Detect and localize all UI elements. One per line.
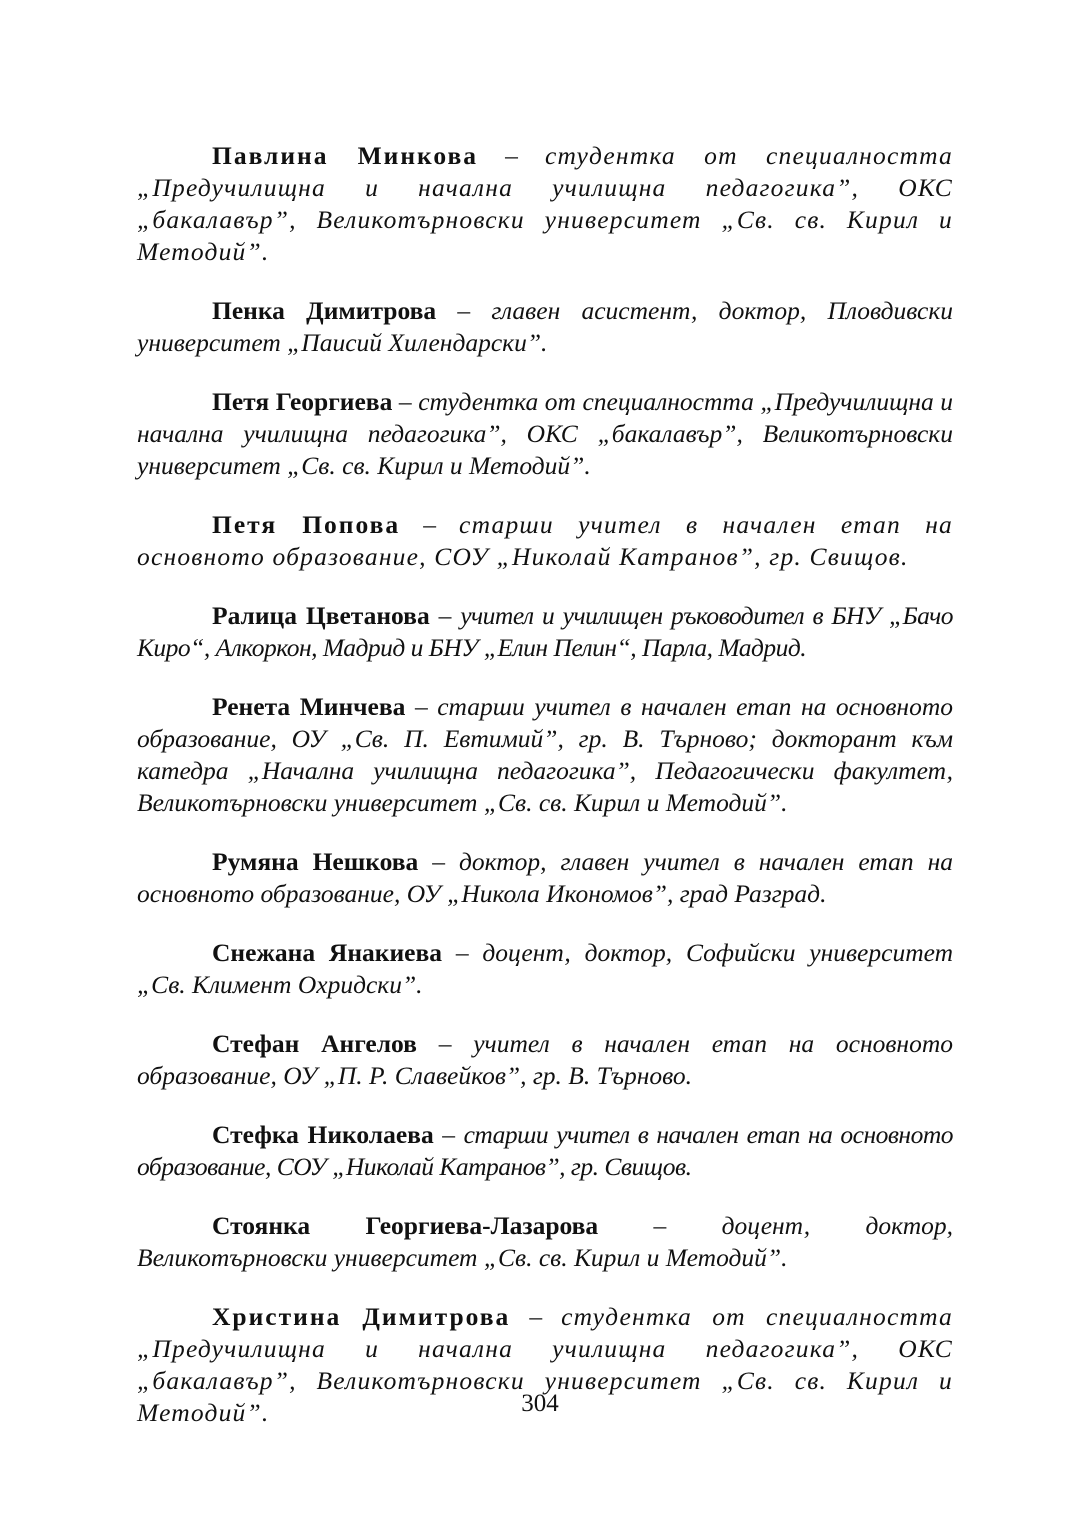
contributor-name: Снежана Янакиева — [212, 938, 442, 967]
contributor-name: Христина Димитрова — [212, 1302, 511, 1331]
dash-separator: – — [438, 1029, 452, 1058]
contributor-description: старши учител в начален етап на основното образование, СОУ „Николай Катранов”, гр. Свищов. — [137, 1120, 954, 1181]
contributor-name: Петя Попова — [212, 510, 401, 539]
contributor-name: Петя Георгиева — [212, 387, 393, 416]
contributor-entry — [137, 1210, 953, 1274]
contributor-name: Пенка Димитрова — [212, 296, 437, 325]
contributor-entry — [137, 691, 953, 819]
contributor-name: Стоянка Георгиева-Лазарова — [212, 1211, 599, 1240]
dash-separator: – — [398, 387, 412, 416]
dash-separator: – — [653, 1211, 667, 1240]
contributor-entry — [137, 937, 953, 1001]
contributor-name: Румяна Нешкова — [212, 847, 419, 876]
contributor-description: главен асистент, доктор, Пловдивски университет „Паисий Хилендарски”. — [137, 296, 954, 357]
contributor-description: доцент, доктор, Софийски университет „Св. Климент Охридски”. — [137, 938, 954, 999]
contributor-entry — [137, 846, 953, 910]
dash-separator: – — [455, 938, 469, 967]
contributor-entry — [137, 1119, 953, 1183]
contributor-name: Ренета Минчева — [212, 692, 406, 721]
dash-separator: – — [505, 141, 518, 170]
contributor-entry — [137, 1028, 953, 1092]
dash-separator: – — [442, 1120, 456, 1149]
contributor-name: Павлина Минкова — [212, 141, 479, 170]
dash-separator: – — [457, 296, 471, 325]
dash-separator: – — [423, 510, 436, 539]
contributor-description: учител и училищен ръководител в БНУ „Бачо Киро“, Алкоркон, Мадрид и БНУ „Елин Пелин“, Парла, Мадрид. — [137, 601, 953, 662]
contributor-entry — [137, 295, 953, 359]
contributor-description: студентка от специалността „Предучилищна и начална училищна педагогика”, ОКС „бакалавър”, Великотърновски университет „Св. св. Кирил и Методий”. — [137, 1302, 953, 1427]
contributor-entry — [137, 509, 953, 573]
contributor-description: студентка от специалността „Предучилищна и начална училищна педагогика”, ОКС „бакалавър”, Великотърновски университет „Св. св. Кирил и Методий”. — [137, 387, 954, 480]
contributor-entry — [137, 386, 953, 482]
dash-separator: – — [438, 601, 452, 630]
contributors-list — [137, 140, 953, 1456]
contributor-entry — [137, 600, 953, 664]
contributor-description: доцент, доктор, Великотърновски университет „Св. св. Кирил и Методий”. — [137, 1211, 953, 1272]
contributor-description: студентка от специалността „Предучилищна и начална училищна педагогика”, ОКС „бакалавър”, Великотърновски университет „Св. св. Кирил и Методий”. — [137, 141, 953, 266]
dash-separator: – — [414, 692, 428, 721]
contributor-description: старши учител в начален етап на основното образование, СОУ „Николай Катранов”, гр. Свищов. — [137, 510, 954, 571]
contributor-name: Стефан Ангелов — [212, 1029, 417, 1058]
page-number: 304 — [521, 1390, 559, 1417]
contributor-name: Ралица Цветанова — [212, 601, 430, 630]
dash-separator: – — [529, 1302, 543, 1331]
contributor-description: доктор, главен учител в начален етап на основното образование, ОУ „Никола Икономов”, град Разград. — [137, 847, 954, 908]
contributor-entry — [137, 140, 953, 268]
contributor-description: учител в начален етап на основното образование, ОУ „П. Р. Славейков”, гр. В. Търново. — [137, 1029, 953, 1090]
contributor-name: Стефка Николаева — [212, 1120, 434, 1149]
dash-separator: – — [432, 847, 445, 876]
contributor-description: старши учител в начален етап на основното образование, ОУ „Св. П. Евтимий”, гр. В. Търново; докторант към катедра „Начална училищна педагогика”, Педагогически факултет, Великотърновски университет „Св. св. Кирил и Методий”. — [137, 692, 953, 817]
